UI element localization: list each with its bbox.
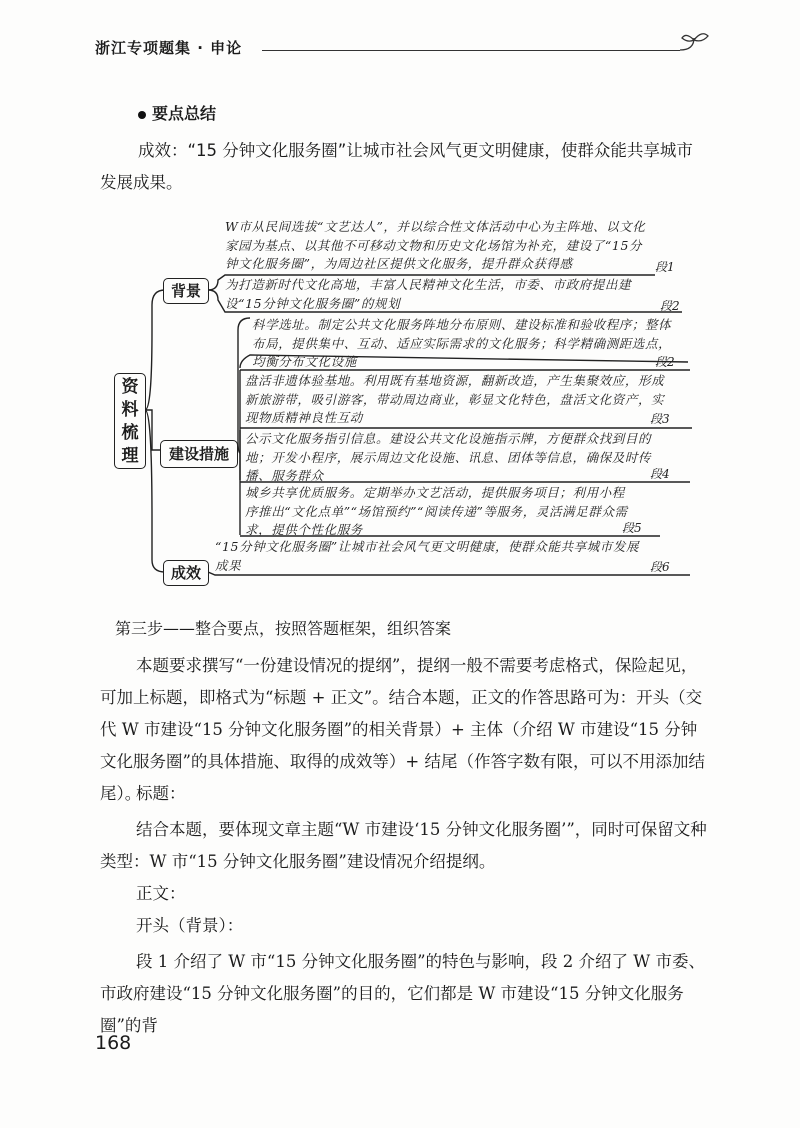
step-heading: 第三步——整合要点，按照答题框架，组织答案 — [115, 619, 452, 638]
leaf-3: 科学选址。制定公共文化服务阵地分布原则、建设标准和验收程序；整体布局，提供集中、互动、适应实际需求的文化服务；科学精确测距选点，均衡分布文化设施 — [252, 317, 672, 369]
leaf-7-tag: 段6 — [650, 560, 670, 574]
leaf-3-tag: 段2 — [655, 355, 675, 369]
paragraph-6: 段 1 介绍了 W 市“15 分钟文化服务圈”的特色与影响，段 2 介绍了 W 市委、市政府建设“15 分钟文化服务圈”的目的，它们都是 W 市建设“15 分钟文化服务圈”的背 — [100, 952, 705, 1035]
running-header: 浙江专项题集 · 申论 — [95, 39, 243, 57]
leaf-6-tag: 段5 — [622, 521, 642, 535]
branch-measures: 建设措施 — [160, 440, 238, 468]
leaf-1: W市从民间选拔“文艺达人”，并以综合性文体活动中心为主阵地、以文化家园为基点、以其他不可移动文物和历史文化场馆为补充，建设了“15分钟文化服务圈”，为周边社区提供文化服务，提升群众获得感 — [225, 219, 646, 271]
leaf-5-tag: 段4 — [650, 467, 670, 481]
paragraph-4: 正文： — [136, 884, 186, 903]
paragraph-5: 开头（背景）： — [136, 916, 244, 935]
paragraph-1: 本题要求撰写“一份建设情况的提纲”，提纲一般不需要考虑格式，保险起见，可加上标题，即格式为“标题 + 正文”。结合本题，正文的作答思路可为：开头（交代 W 市建设“15 分钟文化服务圈”的相关背景）+ 主体（介绍 W 市建设“15 分钟文化服务圈”的具体措施、取得的成效等）+ 结尾（作答字数有限，可以不用添加结尾）。 — [100, 656, 706, 803]
leaf-5: 公示文化服务指引信息。建设公共文化设施指示牌，方便群众找到目的地；开发小程序，展示周边文化设施、讯息、团体等信息，确保及时传播、服务群众 — [245, 431, 652, 483]
branch-effect: 成效 — [163, 560, 209, 586]
leaf-7: “15分钟文化服务圈”让城市社会风气更文明健康，使群众能共享城市发展成果 — [215, 539, 640, 573]
leaf-4: 盘活非遗体验基地。利用既有基地资源，翻新改造，产生集聚效应，形成新旅游带，吸引游客，带动周边商业，彰显文化特色，盘活文化资产，实现物质精神良性互动 — [245, 373, 665, 425]
branch-background: 背景 — [163, 278, 209, 304]
leaf-4-tag: 段3 — [650, 412, 670, 426]
section-title: 要点总结 — [138, 101, 216, 124]
summary-text: 成效：“15 分钟文化服务圈”让城市社会风气更文明健康，使群众能共享城市发展成果。 — [100, 141, 693, 192]
leaf-6: 城乡共享优质服务。定期举办文艺活动，提供服务项目；利用小程序推出“文化点单”“场馆预约”“阅读传递”等服务，灵活满足群众需求，提供个性化服务 — [245, 485, 628, 537]
paragraph-3: 结合本题，要体现文章主题“W 市建设‘15 分钟文化服务圈’”，同时可保留文种类型：W 市“15 分钟文化服务圈”建设情况介绍提纲。 — [100, 820, 707, 871]
page-number: 168 — [95, 1032, 132, 1054]
mindmap-root: 资 料 梳 理 — [114, 373, 146, 469]
leaf-1-tag: 段1 — [655, 260, 675, 274]
leaf-2-tag: 段2 — [660, 299, 680, 313]
paragraph-2: 标题： — [136, 784, 186, 803]
leaf-2: 为打造新时代文化高地，丰富人民精神文化生活，市委、市政府提出建设“15分钟文化服务圈”的规划 — [225, 277, 632, 311]
